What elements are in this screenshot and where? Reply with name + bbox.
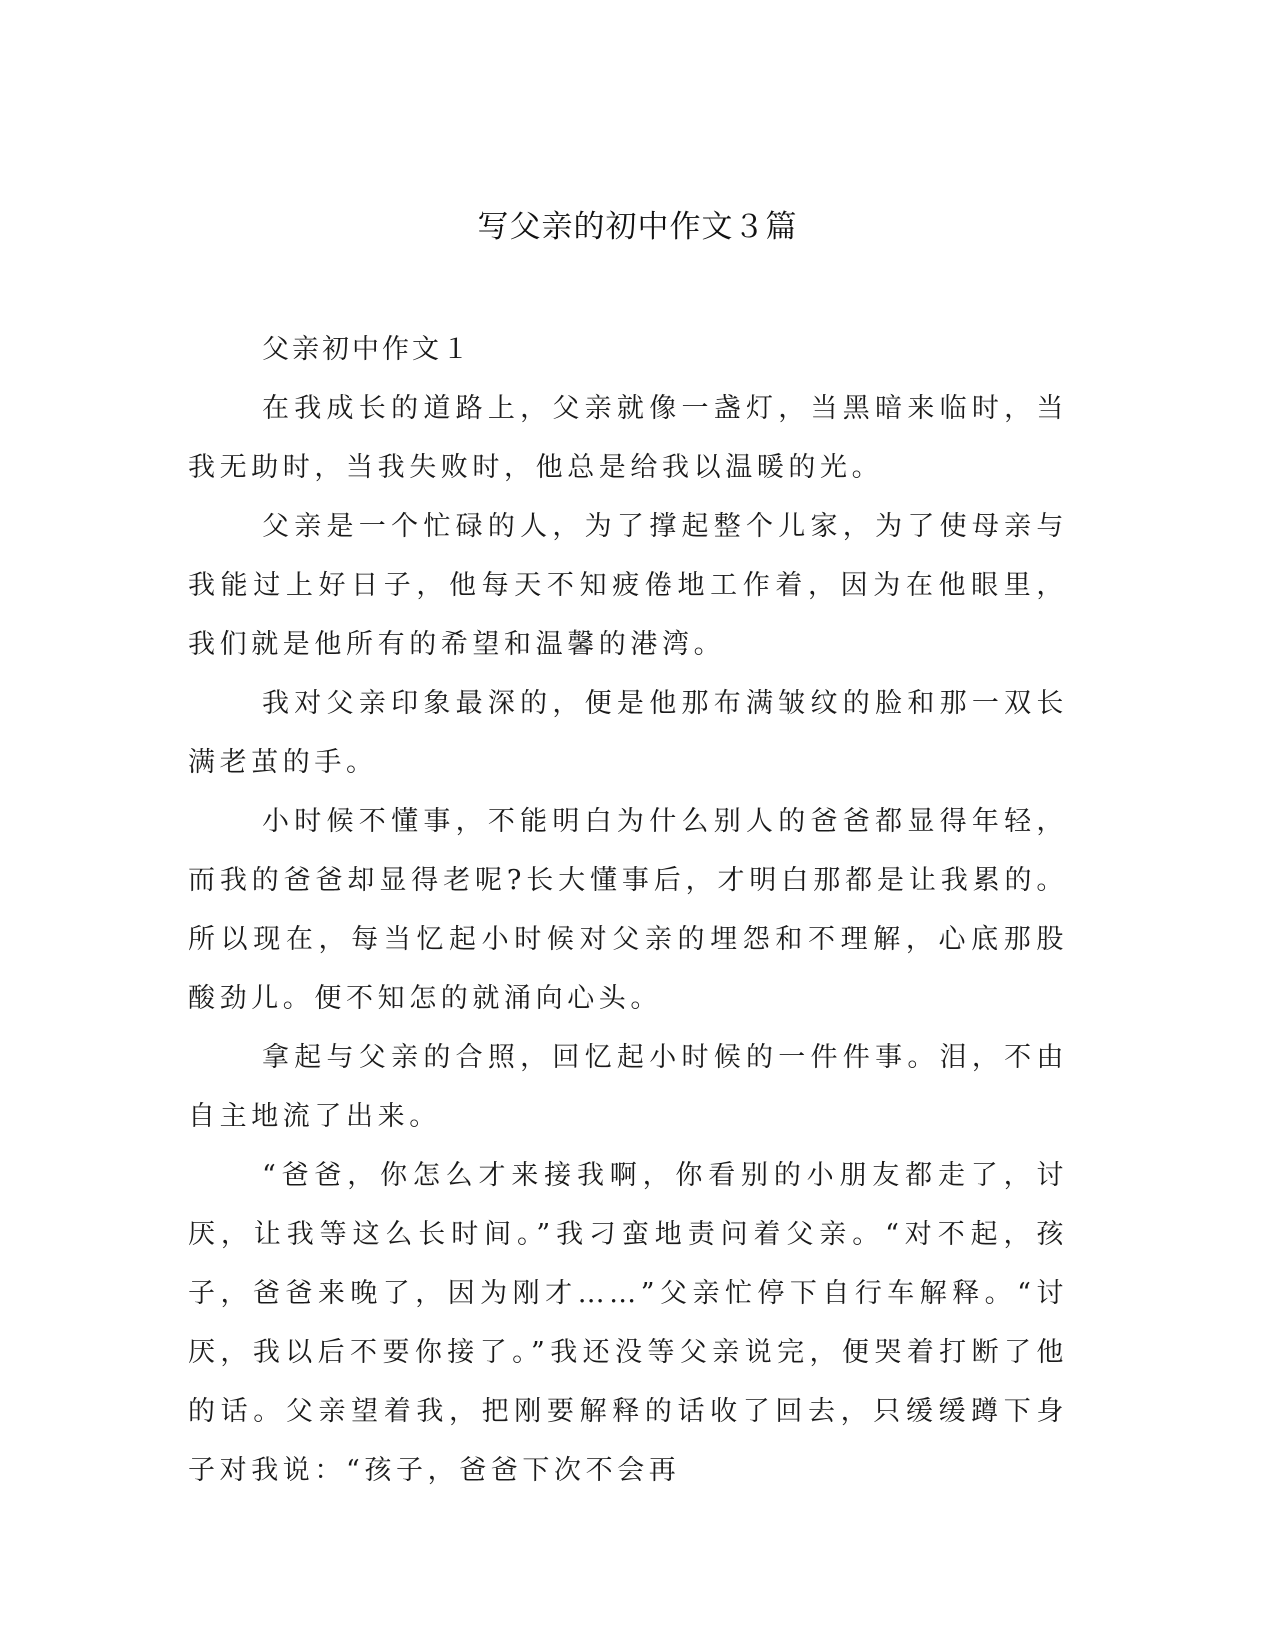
paragraph: 父亲是一个忙碌的人，为了撑起整个儿家，为了使母亲与我能过上好日子，他每天不知疲倦地工作着，因为在他眼里，我们就是他所有的希望和温馨的港湾。 bbox=[188, 511, 1068, 660]
document-body bbox=[188, 320, 1068, 1500]
paragraph: 我对父亲印象最深的，便是他那布满皱纹的脸和那一双长满老茧的手。 bbox=[188, 688, 1068, 778]
section-heading: 父亲初中作文１ bbox=[262, 334, 472, 365]
paragraph: 拿起与父亲的合照，回忆起小时候的一件件事。泪，不由自主地流了出来。 bbox=[188, 1042, 1068, 1132]
paragraph: 小时候不懂事，不能明白为什么别人的爸爸都显得年轻，而我的爸爸却显得老呢?长大懂事后，才明白那都是让我累的。所以现在，每当忆起小时候对父亲的埋怨和不理解，心底那股酸劲儿。便不知怎的就涌向心头。 bbox=[188, 806, 1068, 1014]
paragraph: 在我成长的道路上，父亲就像一盏灯，当黑暗来临时，当我无助时，当我失败时，他总是给我以温暖的光。 bbox=[188, 393, 1068, 483]
paragraph: “爸爸，你怎么才来接我啊，你看别的小朋友都走了，讨厌，让我等这么长时间。”我刁蛮地责问着父亲。“对不起，孩子，爸爸来晚了，因为刚才……”父亲忙停下自行车解释。“讨厌，我以后不要你接了。”我还没等父亲说完，便哭着打断了他的话。父亲望着我，把刚要解释的话收了回去，只缓缓蹲下身子对我说：“孩子，爸爸下次不会再 bbox=[188, 1160, 1068, 1486]
document-title: 写父亲的初中作文３篇 bbox=[477, 209, 798, 245]
